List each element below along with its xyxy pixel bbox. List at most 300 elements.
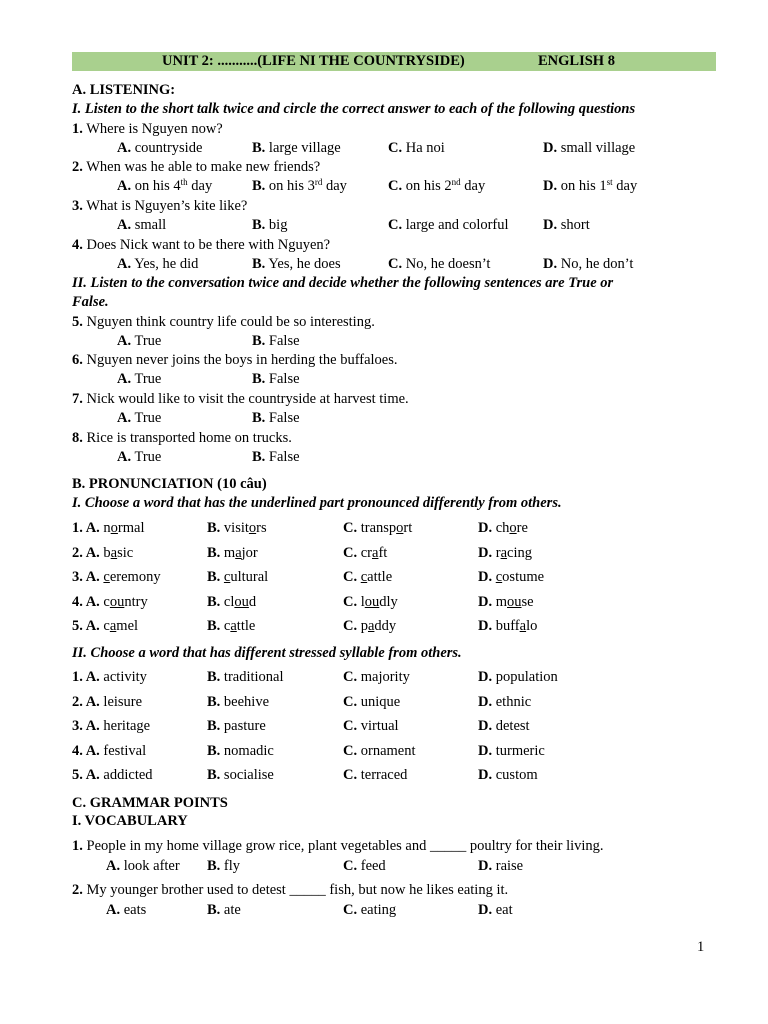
underlined-part: o: [248, 520, 257, 536]
option-superscript: rd: [314, 177, 323, 187]
option-text: traditional: [220, 669, 284, 685]
word-suffix: ft: [378, 544, 388, 561]
option-letter: D.: [478, 618, 493, 634]
stress-option: [478, 668, 558, 686]
answer-option: [543, 255, 633, 273]
option-text: nomadic: [220, 742, 274, 759]
answer-option: [543, 139, 635, 157]
answer-option: [388, 177, 485, 195]
answer-option: [207, 857, 240, 875]
option-letter: 4. A.: [72, 742, 100, 759]
answer-option: [106, 901, 146, 919]
question-text: My younger brother used to detest _____ fish, but now he likes eating it.: [82, 882, 509, 898]
question-number: 1.: [72, 838, 83, 854]
pronunciation-option: [72, 617, 138, 635]
underlined-part: a: [235, 544, 242, 561]
underlined-part: ou: [507, 593, 522, 610]
option-text: True: [131, 449, 162, 465]
word-suffix: rs: [256, 520, 267, 536]
option-letter: A.: [117, 371, 132, 387]
word-suffix: jor: [241, 544, 258, 561]
option-text: Yes, he did: [131, 256, 199, 272]
word-prefix: visit: [220, 520, 249, 536]
option-text: eat: [492, 902, 513, 918]
option-text: terraced: [357, 767, 408, 783]
option-text: heritage: [99, 718, 151, 734]
tf-option: [117, 370, 161, 388]
listening-part2-instruction: II. Listen to the conversation twice and decide whether the following sentences are True or: [72, 275, 614, 291]
answer-option: [106, 857, 180, 875]
tf-option: [117, 332, 161, 350]
word-suffix: rmal: [117, 520, 145, 536]
option-letter: C.: [343, 544, 358, 561]
option-letter: D.: [478, 742, 493, 759]
option-letter: 2. A.: [72, 693, 100, 710]
pronunciation-option: [478, 617, 537, 635]
question-number: 3.: [72, 198, 83, 214]
option-text: fly: [220, 858, 241, 874]
option-letter: D.: [478, 520, 493, 536]
option-text: ornament: [357, 742, 416, 759]
word-suffix: eremony: [109, 569, 161, 585]
word-suffix: ddy: [374, 618, 397, 634]
stress-option: [343, 693, 400, 711]
unit-title: UNIT 2: ...........(LIFE NI THE COUNTRYSIDE): [162, 53, 465, 69]
question-stem: [72, 236, 330, 254]
option-text: Yes, he does: [265, 256, 341, 272]
pronunciation-option: [343, 617, 396, 635]
pronunciation-option: [207, 519, 267, 537]
answer-option: [478, 901, 513, 919]
option-text: detest: [492, 718, 530, 734]
option-text: large village: [265, 140, 341, 156]
stress-option: [478, 766, 538, 784]
option-letter: D.: [478, 767, 493, 783]
answer-option: [252, 216, 287, 234]
option-letter: D.: [478, 544, 493, 561]
option-text: turmeric: [492, 742, 545, 759]
option-superscript: nd: [451, 177, 461, 187]
option-text: leisure: [99, 693, 143, 710]
word-suffix: re: [516, 520, 528, 536]
option-letter: A.: [106, 902, 121, 918]
option-text: population: [492, 669, 558, 685]
pronunciation-option: [72, 593, 148, 611]
question-text: Nick would like to visit the countryside at harvest time.: [82, 391, 409, 407]
answer-option: [252, 139, 341, 157]
stress-option: [72, 717, 150, 735]
answer-option: [117, 216, 166, 234]
pronunciation-option: [72, 544, 133, 562]
pronunciation-option: [72, 519, 145, 537]
tf-question-stem: [72, 313, 375, 331]
pronunciation-option: [478, 568, 544, 586]
underlined-part: a: [372, 544, 379, 561]
underlined-part: o: [509, 520, 517, 536]
word-suffix: d: [248, 593, 257, 610]
option-letter: B.: [252, 140, 266, 156]
option-letter: B.: [207, 718, 221, 734]
tf-option: [252, 332, 300, 350]
answer-option: [543, 177, 637, 195]
option-letter: D.: [478, 693, 493, 710]
underlined-part: c: [223, 569, 231, 585]
question-number: 8.: [72, 430, 83, 446]
question-number: 4.: [72, 237, 83, 253]
tf-option: [252, 409, 300, 427]
option-letter: C.: [343, 718, 358, 734]
question-number: 5.: [72, 314, 83, 330]
word-suffix: lo: [526, 618, 538, 634]
option-letter: D.: [478, 858, 493, 874]
word-suffix: sic: [117, 544, 134, 561]
word-suffix: se: [521, 593, 534, 610]
option-letter: B.: [252, 371, 266, 387]
option-text: addicted: [99, 767, 153, 783]
option-letter: B.: [207, 693, 221, 710]
option-letter: B.: [207, 669, 221, 685]
answer-option: [478, 857, 523, 875]
option-letter: D.: [543, 178, 558, 194]
option-letter: A.: [117, 449, 132, 465]
word-prefix: r: [492, 544, 501, 561]
stress-option: [478, 717, 530, 735]
stress-option: [207, 693, 269, 711]
pronunciation-option: [207, 568, 268, 586]
option-letter: B.: [252, 178, 266, 194]
stress-option: [478, 693, 531, 711]
option-letter: 3. A.: [72, 569, 100, 585]
option-text: False: [265, 333, 300, 349]
pronunciation-option: [343, 568, 392, 586]
word-prefix: b: [99, 544, 111, 561]
option-letter: C.: [388, 140, 403, 156]
tf-option: [252, 370, 300, 388]
word-prefix: cr: [357, 544, 372, 561]
option-letter: C.: [388, 178, 403, 194]
answer-option: [252, 255, 341, 273]
listening-part2-instruction-cont: False.: [72, 294, 109, 310]
word-prefix: l: [357, 593, 365, 610]
option-text: majority: [357, 669, 410, 685]
pronunciation-option: [343, 544, 387, 562]
option-text: on his 2: [402, 178, 452, 194]
stress-option: [343, 717, 399, 735]
option-text: small village: [557, 140, 636, 156]
answer-option: [117, 177, 212, 195]
underlined-part: ou: [234, 593, 249, 610]
grammar-question-stem: [72, 837, 604, 855]
word-prefix: transp: [357, 520, 397, 536]
question-text: What is Nguyen’s kite like?: [82, 198, 248, 214]
option-letter: 4. A.: [72, 593, 100, 610]
question-text: Nguyen think country life could be so interesting.: [82, 314, 375, 330]
word-prefix: p: [357, 618, 368, 634]
stress-option: [72, 668, 147, 686]
option-letter: D.: [478, 902, 493, 918]
question-stem: [72, 197, 247, 215]
word-prefix: ch: [492, 520, 510, 536]
stress-option: [478, 742, 545, 760]
option-letter: D.: [478, 593, 493, 610]
option-letter: 1. A.: [72, 520, 100, 536]
answer-option: [388, 216, 509, 234]
listening-part1-instruction: I. Listen to the short talk twice and circle the correct answer to each of the following questions: [72, 101, 636, 117]
vocabulary-heading: I. VOCABULARY: [72, 813, 188, 829]
option-text: small: [131, 217, 167, 233]
pronunciation-option: [207, 617, 255, 635]
word-prefix: n: [99, 520, 111, 536]
option-text: True: [131, 333, 162, 349]
option-letter: B.: [207, 520, 221, 536]
underlined-part: o: [110, 520, 118, 536]
underlined-part: o: [396, 520, 404, 536]
question-number: 7.: [72, 391, 83, 407]
option-letter: C.: [343, 902, 358, 918]
tf-option: [252, 448, 300, 466]
option-letter: C.: [388, 256, 403, 272]
answer-option: [388, 139, 445, 157]
option-letter: 1. A.: [72, 669, 100, 685]
word-suffix: ntry: [124, 593, 148, 610]
word-suffix: ultural: [230, 569, 269, 585]
pronunciation-option: [478, 593, 534, 611]
pronunciation-option: [343, 519, 412, 537]
option-text: countryside: [131, 140, 203, 156]
pronunciation-option: [478, 544, 532, 562]
answer-option: [117, 255, 198, 273]
option-letter: A.: [117, 410, 132, 426]
word-prefix: c: [99, 618, 110, 634]
pronunciation-option: [207, 593, 256, 611]
page-number: 1: [697, 939, 705, 955]
option-superscript: th: [180, 177, 188, 187]
underlined-part: ou: [364, 593, 380, 610]
option-text: No, he don’t: [557, 256, 634, 272]
listening-heading: A. LISTENING:: [72, 82, 176, 98]
pronunciation-part2-instruction: II. Choose a word that has different stressed syllable from others.: [72, 645, 462, 661]
option-letter: B.: [207, 544, 221, 561]
option-text: Ha noi: [402, 140, 445, 156]
option-letter: D.: [478, 669, 493, 685]
stress-option: [343, 742, 416, 760]
option-letter: A.: [117, 178, 132, 194]
option-letter: B.: [252, 410, 266, 426]
word-prefix: cl: [220, 593, 235, 610]
word-prefix: c: [99, 593, 110, 610]
stress-option: [207, 742, 274, 760]
option-letter: C.: [343, 569, 358, 585]
option-text: socialise: [220, 767, 274, 783]
stress-option: [72, 693, 142, 711]
word-prefix: m: [220, 544, 236, 561]
option-text: False: [265, 410, 300, 426]
option-letter: 5. A.: [72, 618, 100, 634]
stress-option: [72, 742, 146, 760]
option-letter: B.: [207, 767, 221, 783]
tf-option: [117, 409, 161, 427]
underlined-part: a: [519, 618, 527, 634]
option-letter: D.: [543, 140, 558, 156]
underlined-part: a: [367, 618, 375, 634]
stress-option: [207, 717, 266, 735]
tf-question-stem: [72, 429, 292, 447]
question-number: 6.: [72, 352, 83, 368]
option-text: feed: [357, 858, 386, 874]
option-text: look after: [120, 858, 180, 874]
word-suffix: mel: [116, 618, 139, 634]
option-letter: B.: [207, 902, 221, 918]
option-text: activity: [99, 669, 147, 685]
question-stem: [72, 158, 320, 176]
option-letter: A.: [117, 256, 132, 272]
tf-option: [117, 448, 161, 466]
pronunciation-option: [478, 519, 528, 537]
option-text: eating: [357, 902, 397, 918]
option-letter: A.: [117, 140, 132, 156]
option-letter: B.: [252, 256, 266, 272]
option-letter: B.: [252, 333, 266, 349]
option-letter: B.: [207, 618, 221, 634]
underlined-part: a: [500, 544, 508, 561]
option-letter: C.: [343, 520, 358, 536]
word-suffix: attle: [367, 569, 393, 585]
option-text: unique: [357, 693, 401, 710]
tf-question-stem: [72, 351, 398, 369]
option-text: on his 3: [265, 178, 315, 194]
option-letter: B.: [252, 449, 266, 465]
word-suffix: rt: [403, 520, 413, 536]
option-text: No, he doesn’t: [402, 256, 491, 272]
option-letter: D.: [543, 256, 558, 272]
option-letter: A.: [117, 333, 132, 349]
word-suffix: ttle: [236, 618, 256, 634]
word-prefix: c: [220, 618, 231, 634]
pronunciation-option: [72, 568, 161, 586]
underlined-part: c: [360, 569, 368, 585]
word-prefix: m: [492, 593, 508, 610]
option-text: short: [557, 217, 590, 233]
stress-option: [207, 766, 274, 784]
option-letter: A.: [106, 858, 121, 874]
option-text: ethnic: [492, 693, 532, 710]
word-suffix: dly: [379, 593, 398, 610]
option-letter: D.: [478, 718, 493, 734]
word-suffix: cing: [507, 544, 532, 561]
underlined-part: ou: [109, 593, 125, 610]
tf-question-stem: [72, 390, 409, 408]
option-letter: A.: [117, 217, 132, 233]
underlined-part: c: [103, 569, 110, 585]
stress-option: [207, 668, 284, 686]
underlined-part: c: [495, 569, 503, 585]
option-text: ate: [220, 902, 241, 918]
question-number: 2.: [72, 882, 83, 898]
question-stem: [72, 120, 223, 138]
option-text: custom: [492, 767, 538, 783]
option-text: False: [265, 449, 300, 465]
question-text: When was he able to make new friends?: [82, 159, 321, 175]
option-letter: C.: [343, 618, 358, 634]
answer-option: [343, 857, 386, 875]
option-text: on his 4: [131, 178, 181, 194]
option-letter: C.: [343, 669, 358, 685]
option-text: False: [265, 371, 300, 387]
option-text: eats: [120, 902, 147, 918]
question-text: Does Nick want to be there with Nguyen?: [82, 237, 331, 253]
word-suffix: ostume: [502, 569, 545, 585]
option-letter: B.: [207, 569, 221, 585]
answer-option: [252, 177, 347, 195]
option-letter: B.: [207, 858, 221, 874]
question-text: People in my home village grow rice, plant vegetables and _____ poultry for their living.: [82, 838, 604, 854]
option-superscript: st: [606, 177, 613, 187]
option-text: on his 1: [557, 178, 607, 194]
answer-option: [207, 901, 241, 919]
answer-option: [117, 139, 202, 157]
question-number: 1.: [72, 121, 83, 137]
pronunciation-heading: B. PRONUNCIATION (10 câu): [72, 476, 267, 492]
option-letter: C.: [343, 767, 358, 783]
option-text: True: [131, 410, 162, 426]
option-letter: 5. A.: [72, 767, 100, 783]
option-text: virtual: [357, 718, 399, 734]
subject-title: ENGLISH 8: [538, 53, 615, 69]
option-letter: C.: [343, 858, 358, 874]
option-letter: C.: [388, 217, 403, 233]
option-text: raise: [492, 858, 524, 874]
stress-option: [343, 668, 410, 686]
underlined-part: a: [110, 544, 118, 561]
answer-option: [343, 901, 396, 919]
pronunciation-part1-instruction: I. Choose a word that has the underlined part pronounced differently from others.: [72, 495, 562, 511]
question-number: 2.: [72, 159, 83, 175]
stress-option: [72, 766, 153, 784]
option-text-suffix: day: [612, 178, 638, 194]
underlined-part: a: [109, 618, 117, 634]
option-text-suffix: day: [460, 178, 486, 194]
stress-option: [343, 766, 407, 784]
option-text: True: [131, 371, 162, 387]
option-letter: D.: [478, 569, 493, 585]
grammar-heading: C. GRAMMAR POINTS: [72, 795, 228, 811]
option-letter: C.: [343, 742, 358, 759]
option-text-suffix: day: [322, 178, 347, 194]
option-text: big: [265, 217, 288, 233]
option-letter: B.: [252, 217, 266, 233]
option-text: pasture: [220, 718, 266, 734]
word-prefix: buff: [492, 618, 520, 634]
underlined-part: a: [230, 618, 237, 634]
option-text-suffix: day: [187, 178, 213, 194]
option-text: beehive: [220, 693, 270, 710]
option-letter: D.: [543, 217, 558, 233]
option-text: festival: [99, 742, 147, 759]
title-bar: [72, 52, 716, 71]
grammar-question-stem: [72, 881, 508, 899]
option-letter: C.: [343, 693, 358, 710]
question-text: Where is Nguyen now?: [82, 121, 223, 137]
answer-option: [388, 255, 490, 273]
answer-option: [543, 216, 590, 234]
option-text: large and colorful: [402, 217, 509, 233]
option-letter: 2. A.: [72, 544, 100, 561]
question-text: Nguyen never joins the boys in herding the buffaloes.: [82, 352, 398, 368]
option-letter: 3. A.: [72, 718, 100, 734]
pronunciation-option: [207, 544, 258, 562]
option-letter: C.: [343, 593, 358, 610]
option-letter: B.: [207, 593, 221, 610]
